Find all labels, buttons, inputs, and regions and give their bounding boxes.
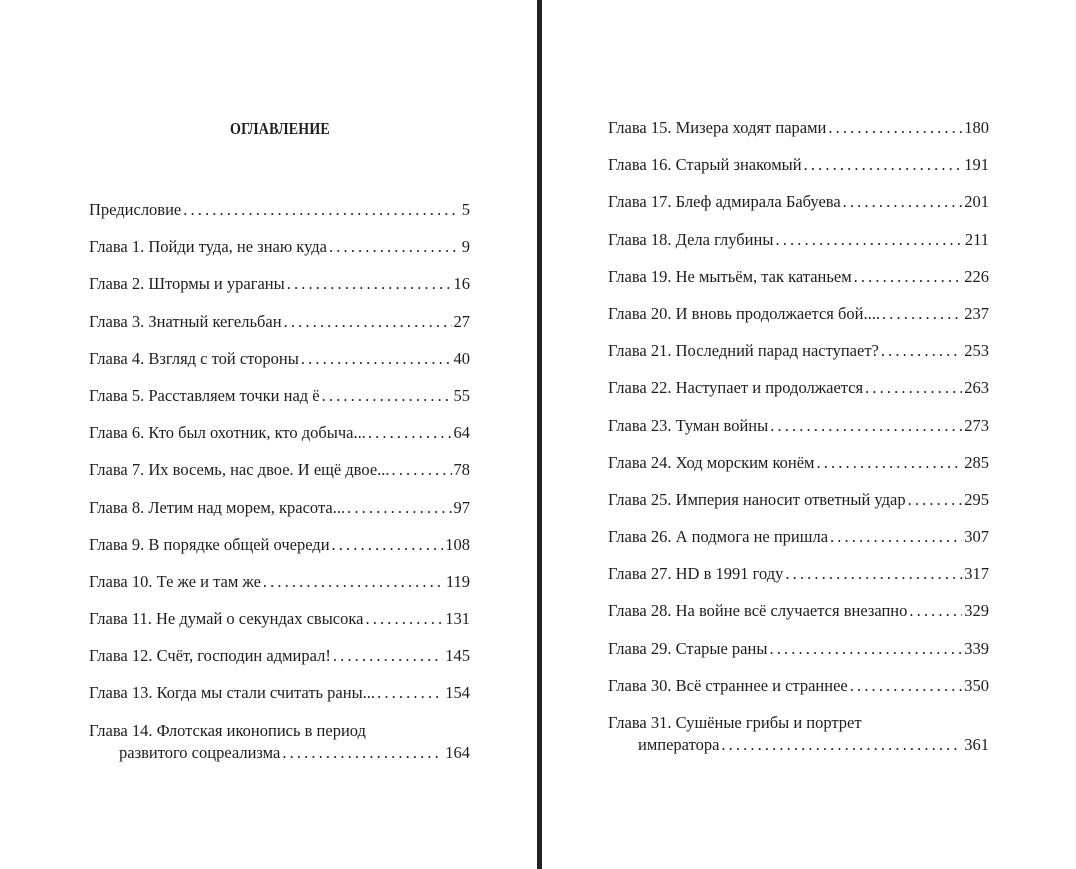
dot-leader bbox=[347, 497, 451, 519]
entry-page: 211 bbox=[964, 229, 989, 249]
toc-entry bbox=[89, 497, 470, 534]
entry-title: Глава 9. В порядке общей очереди bbox=[89, 534, 330, 554]
toc-entry bbox=[89, 385, 470, 422]
dot-leader bbox=[909, 600, 962, 622]
entry-title: Глава 18. Дела глубины bbox=[608, 229, 774, 249]
entry-line-2 bbox=[608, 734, 989, 756]
entry-page: 180 bbox=[964, 118, 989, 137]
entry-page: 9 bbox=[461, 237, 470, 257]
dot-leader bbox=[828, 117, 962, 139]
dot-leader bbox=[817, 452, 963, 474]
entry-title: Глава 1. Пойди туда, не знаю куда bbox=[89, 237, 328, 257]
toc-entry bbox=[608, 377, 989, 414]
entry-title: Глава 23. Туман войны bbox=[608, 415, 769, 435]
dot-leader bbox=[284, 311, 452, 333]
dot-leader bbox=[770, 415, 962, 437]
toc-entry bbox=[608, 303, 989, 340]
entry-page: 145 bbox=[445, 646, 470, 666]
entry-title: Предисловие bbox=[89, 200, 182, 219]
entry-title: Глава 27. HD в 1991 году bbox=[608, 564, 784, 584]
entry-page: 78 bbox=[453, 460, 470, 480]
toc-entry bbox=[608, 675, 989, 712]
dot-leader bbox=[183, 199, 460, 221]
dot-leader bbox=[282, 742, 443, 764]
entry-title: Глава 13. Когда мы стали считать раны... bbox=[89, 683, 376, 703]
dot-leader bbox=[377, 682, 443, 704]
left-page bbox=[0, 0, 537, 869]
toc-entry bbox=[608, 600, 989, 637]
entry-page: 295 bbox=[964, 489, 989, 509]
toc-entry bbox=[608, 154, 989, 191]
dot-leader bbox=[882, 303, 962, 325]
dot-leader bbox=[881, 340, 962, 362]
entry-page: 350 bbox=[964, 675, 989, 695]
entry-page: 253 bbox=[964, 341, 989, 361]
dot-leader bbox=[263, 571, 444, 593]
entry-title: Глава 10. Те же и там же bbox=[89, 571, 261, 591]
dot-leader bbox=[287, 273, 452, 295]
entry-title: Глава 19. Не мытьём, так катаньем bbox=[608, 266, 852, 286]
toc-entry bbox=[608, 191, 989, 228]
toc-list-left bbox=[89, 199, 470, 764]
dot-leader bbox=[392, 459, 452, 481]
entry-page: 97 bbox=[453, 497, 470, 517]
entry-title: Глава 12. Счёт, господин адмирал! bbox=[89, 646, 331, 666]
entry-page: 131 bbox=[445, 609, 470, 629]
entry-title-cont: развитого соцреализма bbox=[119, 742, 281, 762]
toc-entry bbox=[608, 489, 989, 526]
toc-entry bbox=[89, 682, 470, 719]
toc-entry bbox=[89, 199, 470, 236]
toc-entry bbox=[89, 608, 470, 645]
entry-page: 329 bbox=[964, 601, 989, 621]
dot-leader bbox=[365, 608, 443, 630]
entry-title: Глава 29. Старые раны bbox=[608, 638, 768, 658]
dot-leader bbox=[908, 489, 963, 511]
entry-title: Глава 11. Не думай о секундах свысока bbox=[89, 609, 364, 629]
dot-leader bbox=[301, 348, 452, 370]
entry-page: 273 bbox=[964, 415, 989, 435]
dot-leader bbox=[854, 266, 963, 288]
dot-leader bbox=[721, 734, 962, 756]
entry-title: Глава 8. Летим над морем, красота... bbox=[89, 497, 346, 517]
toc-entry bbox=[89, 571, 470, 608]
toc-entry bbox=[608, 563, 989, 600]
dot-leader bbox=[785, 563, 962, 585]
entry-title: Глава 6. Кто был охотник, кто добыча... bbox=[89, 423, 366, 443]
entry-title: Глава 24. Ход морским конём bbox=[608, 452, 815, 472]
entry-title-cont: императора bbox=[638, 735, 720, 754]
toc-entry bbox=[608, 229, 989, 266]
dot-leader bbox=[332, 534, 444, 556]
toc-entry-multiline bbox=[608, 712, 989, 756]
dot-leader bbox=[775, 229, 962, 251]
entry-page: 201 bbox=[964, 192, 989, 212]
entry-page: 285 bbox=[964, 452, 989, 472]
entry-page: 361 bbox=[964, 735, 989, 754]
toc-entry bbox=[89, 422, 470, 459]
toc-entry bbox=[89, 459, 470, 496]
toc-entry bbox=[608, 638, 989, 675]
dot-leader bbox=[769, 638, 962, 660]
entry-page: 27 bbox=[453, 311, 470, 331]
toc-list-right bbox=[608, 117, 989, 756]
toc-entry bbox=[608, 266, 989, 303]
entry-page: 263 bbox=[964, 378, 989, 398]
toc-entry bbox=[89, 311, 470, 348]
entry-title: Глава 2. Штормы и ураганы bbox=[89, 274, 285, 294]
toc-entry bbox=[608, 452, 989, 489]
entry-page: 307 bbox=[964, 527, 989, 547]
dot-leader bbox=[804, 154, 963, 176]
entry-page: 16 bbox=[453, 274, 470, 294]
entry-page: 339 bbox=[964, 638, 989, 658]
entry-title: Глава 4. Взгляд с той стороны bbox=[89, 348, 299, 368]
entry-title: Глава 16. Старый знакомый bbox=[608, 155, 802, 175]
entry-page: 191 bbox=[964, 155, 989, 175]
entry-page: 5 bbox=[461, 200, 470, 219]
entry-line-1 bbox=[608, 712, 989, 734]
entry-line-2 bbox=[89, 742, 470, 764]
dot-leader bbox=[322, 385, 452, 407]
entry-title: Глава 5. Расставляем точки над ё bbox=[89, 385, 320, 405]
toc-entry bbox=[89, 348, 470, 385]
dot-leader bbox=[333, 645, 443, 667]
toc-entry bbox=[89, 273, 470, 310]
toc-entry bbox=[608, 117, 989, 154]
toc-entry bbox=[608, 526, 989, 563]
toc-entry bbox=[89, 645, 470, 682]
entry-page: 154 bbox=[445, 683, 470, 703]
entry-title: Глава 17. Блеф адмирала Бабуева bbox=[608, 192, 841, 212]
entry-page: 226 bbox=[964, 266, 989, 286]
entry-line-1 bbox=[89, 720, 470, 742]
entry-title: Глава 31. Сушёные грибы и портрет bbox=[608, 713, 862, 732]
toc-entry bbox=[608, 415, 989, 452]
toc-entry bbox=[89, 534, 470, 571]
entry-title: Глава 14. Флотская иконопись в период bbox=[89, 720, 366, 740]
toc-entry bbox=[608, 340, 989, 377]
entry-title: Глава 20. И вновь продолжается бой.... bbox=[608, 303, 880, 323]
dot-leader bbox=[850, 675, 963, 697]
dot-leader bbox=[368, 422, 452, 444]
entry-page: 317 bbox=[964, 564, 989, 584]
entry-title: Глава 30. Всё страннее и страннее bbox=[608, 675, 848, 695]
entry-title: Глава 7. Их восемь, нас двое. И ещё двое... bbox=[89, 460, 390, 480]
entry-page: 164 bbox=[445, 742, 470, 762]
dot-leader bbox=[830, 526, 962, 548]
entry-title: Глава 3. Знатный кегельбан bbox=[89, 311, 282, 331]
right-page bbox=[542, 0, 1076, 869]
entry-title: Глава 22. Наступает и продолжается bbox=[608, 378, 864, 398]
dot-leader bbox=[329, 236, 460, 258]
toc-title: ОГЛАВЛЕНИЕ bbox=[230, 119, 330, 138]
toc-entry bbox=[89, 236, 470, 273]
entry-title: Глава 21. Последний парад наступает? bbox=[608, 341, 879, 361]
entry-page: 119 bbox=[445, 571, 470, 591]
entry-title: Глава 25. Империя наносит ответный удар bbox=[608, 489, 906, 509]
entry-page: 64 bbox=[453, 423, 470, 443]
dot-leader bbox=[865, 377, 962, 399]
entry-title: Глава 15. Мизера ходят парами bbox=[608, 118, 827, 137]
entry-page: 237 bbox=[964, 303, 989, 323]
dot-leader bbox=[843, 191, 963, 213]
toc-entry-multiline bbox=[89, 720, 470, 764]
entry-page: 55 bbox=[453, 385, 470, 405]
entry-page: 108 bbox=[445, 534, 470, 554]
entry-title: Глава 26. А подмога не пришла bbox=[608, 527, 829, 547]
entry-page: 40 bbox=[453, 348, 470, 368]
entry-title: Глава 28. На войне всё случается внезапно bbox=[608, 601, 908, 621]
